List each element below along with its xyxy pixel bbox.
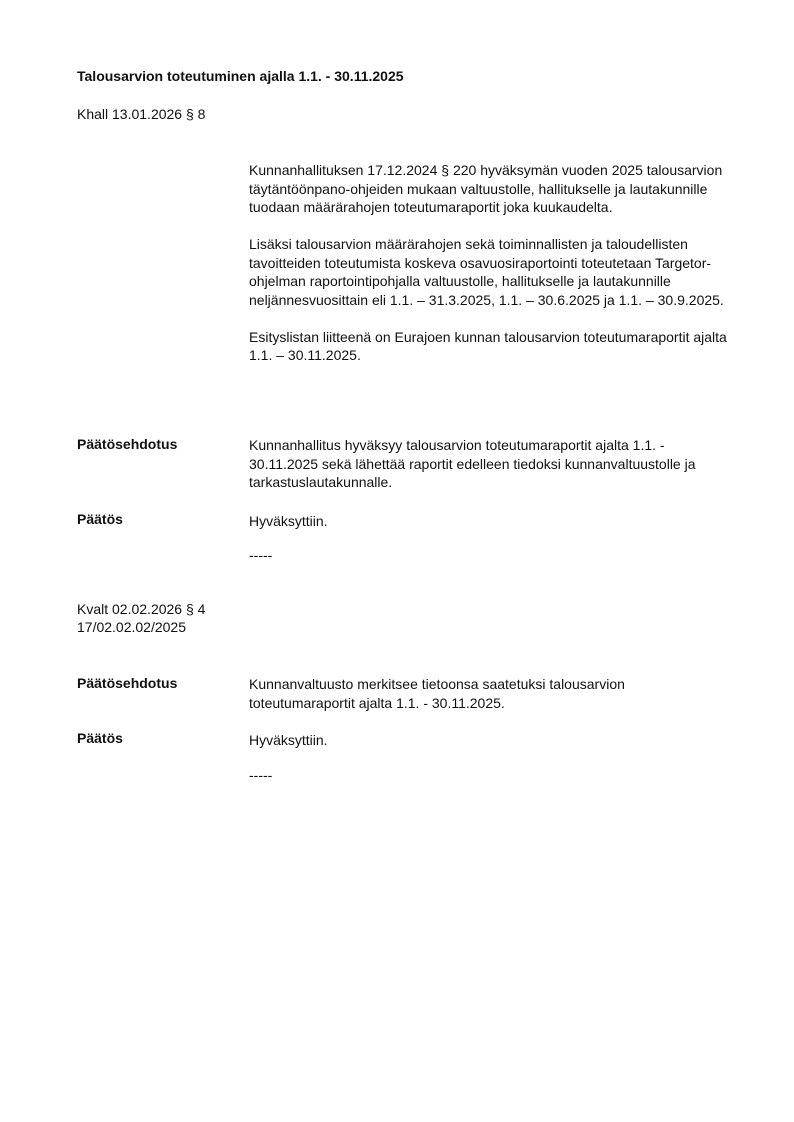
document-title: Talousarvion toteutuminen ajalla 1.1. - 30.11.2025 [77,68,404,84]
khall-description [249,161,733,365]
khall-decision-label: Päätös [77,511,123,527]
kvalt-proposal-label: Päätösehdotus [77,675,178,691]
kvalt-decision-text: Hyväksyttiin. [249,732,328,748]
khall-decision-text: Hyväksyttiin. [249,513,328,529]
paragraph: Kunnanhallituksen 17.12.2024 § 220 hyväksymän vuoden 2025 talousarvion täytäntöönpano-ohjeiden mukaan valtuustolle, hallitukselle ja lautakunnille tuodaan määrärahojen toteutumaraportit joka kuukaudelta. [249,162,723,215]
kvalt-reference: Kvalt 02.02.2026 § 4 [77,601,206,617]
paragraph: Lisäksi talousarvion määrärahojen sekä toiminnallisten ja taloudellisten tavoitteiden toteutumista koskeva osavuosiraportointi toteutetaan Targetor-ohjelman raportointipohjalla valtuustolle, hallitukselle ja lautakunnille neljännesvuosittain eli 1.1. – 31.3.2025, 1.1. – 30.6.2025 ja 1.1. – 30.9.2025. [249,236,724,308]
section-separator: ----- [249,767,273,783]
kvalt-decision-label: Päätös [77,730,123,746]
case-number: 17/02.02.02/2025 [77,619,186,635]
khall-proposal-label: Päätösehdotus [77,436,178,452]
section-separator: ----- [249,547,273,563]
khall-reference: Khall 13.01.2026 § 8 [77,106,206,122]
paragraph: Esityslistan liitteenä on Eurajoen kunnan talousarvion toteutumaraportit ajalta 1.1. – 30.11.2025. [249,328,727,363]
kvalt-proposal-text: Kunnanvaltuusto merkitsee tietoonsa saatetuksi talousarvion toteutumaraportit ajalta 1.1. - 30.11.2025. [249,676,625,711]
khall-proposal-text: Kunnanhallitus hyväksyy talousarvion toteutumaraportit ajalta 1.1. - 30.11.2025 sekä lähettää raportit edelleen tiedoksi kunnanvaltuustolle ja tarkastuslautakunnalle. [249,437,696,490]
